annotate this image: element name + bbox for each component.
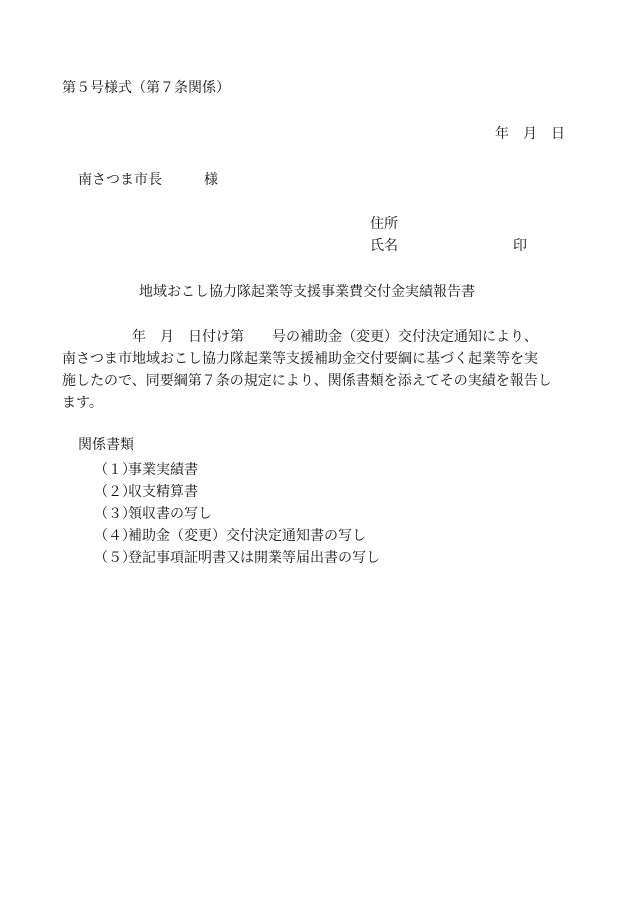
attachments-list [94,459,380,569]
name-label: 氏名 [370,238,398,254]
date-line: 年 月 日 [495,126,565,142]
address-label: 住所 [370,216,398,232]
list-item-text: 事業実績書 [128,462,198,478]
list-item-text: 収支精算書 [128,484,198,500]
list-item-number: （５） [94,550,136,566]
list-item [94,525,380,547]
body-line: 南さつま市地域おこし協力隊起業等支援補助金交付要綱に基づく起業等を実 [62,351,538,367]
seal-label: 印 [513,238,527,254]
list-item-number: （２） [94,484,136,500]
list-item-number: （１） [94,462,136,478]
list-item-number: （４） [94,528,136,544]
attachments-heading: 関係書類 [78,437,134,453]
body-paragraph [62,326,577,414]
document-title: 地域おこし協力隊起業等支援事業費交付金実績報告書 [139,284,475,300]
list-item [94,547,380,569]
list-item [94,459,380,481]
body-line: ます。 [62,395,103,411]
list-item [94,481,380,503]
list-item [94,503,380,525]
form-number: 第５号様式（第７条関係） [62,80,230,96]
body-line: 施したので、同要綱第７条の規定により、関係書類を添えてその実績を報告し [62,373,552,389]
list-item-text: 領収書の写し [128,506,212,522]
addressee: 南さつま市長 様 [78,172,218,188]
list-item-text: 補助金（変更）交付決定通知書の写し [128,528,366,544]
body-line: 年 月 日付け第 号の補助金（変更）交付決定通知により、 [62,329,538,345]
list-item-number: （３） [94,506,136,522]
list-item-text: 登記事項証明書又は開業等届出書の写し [128,550,380,566]
